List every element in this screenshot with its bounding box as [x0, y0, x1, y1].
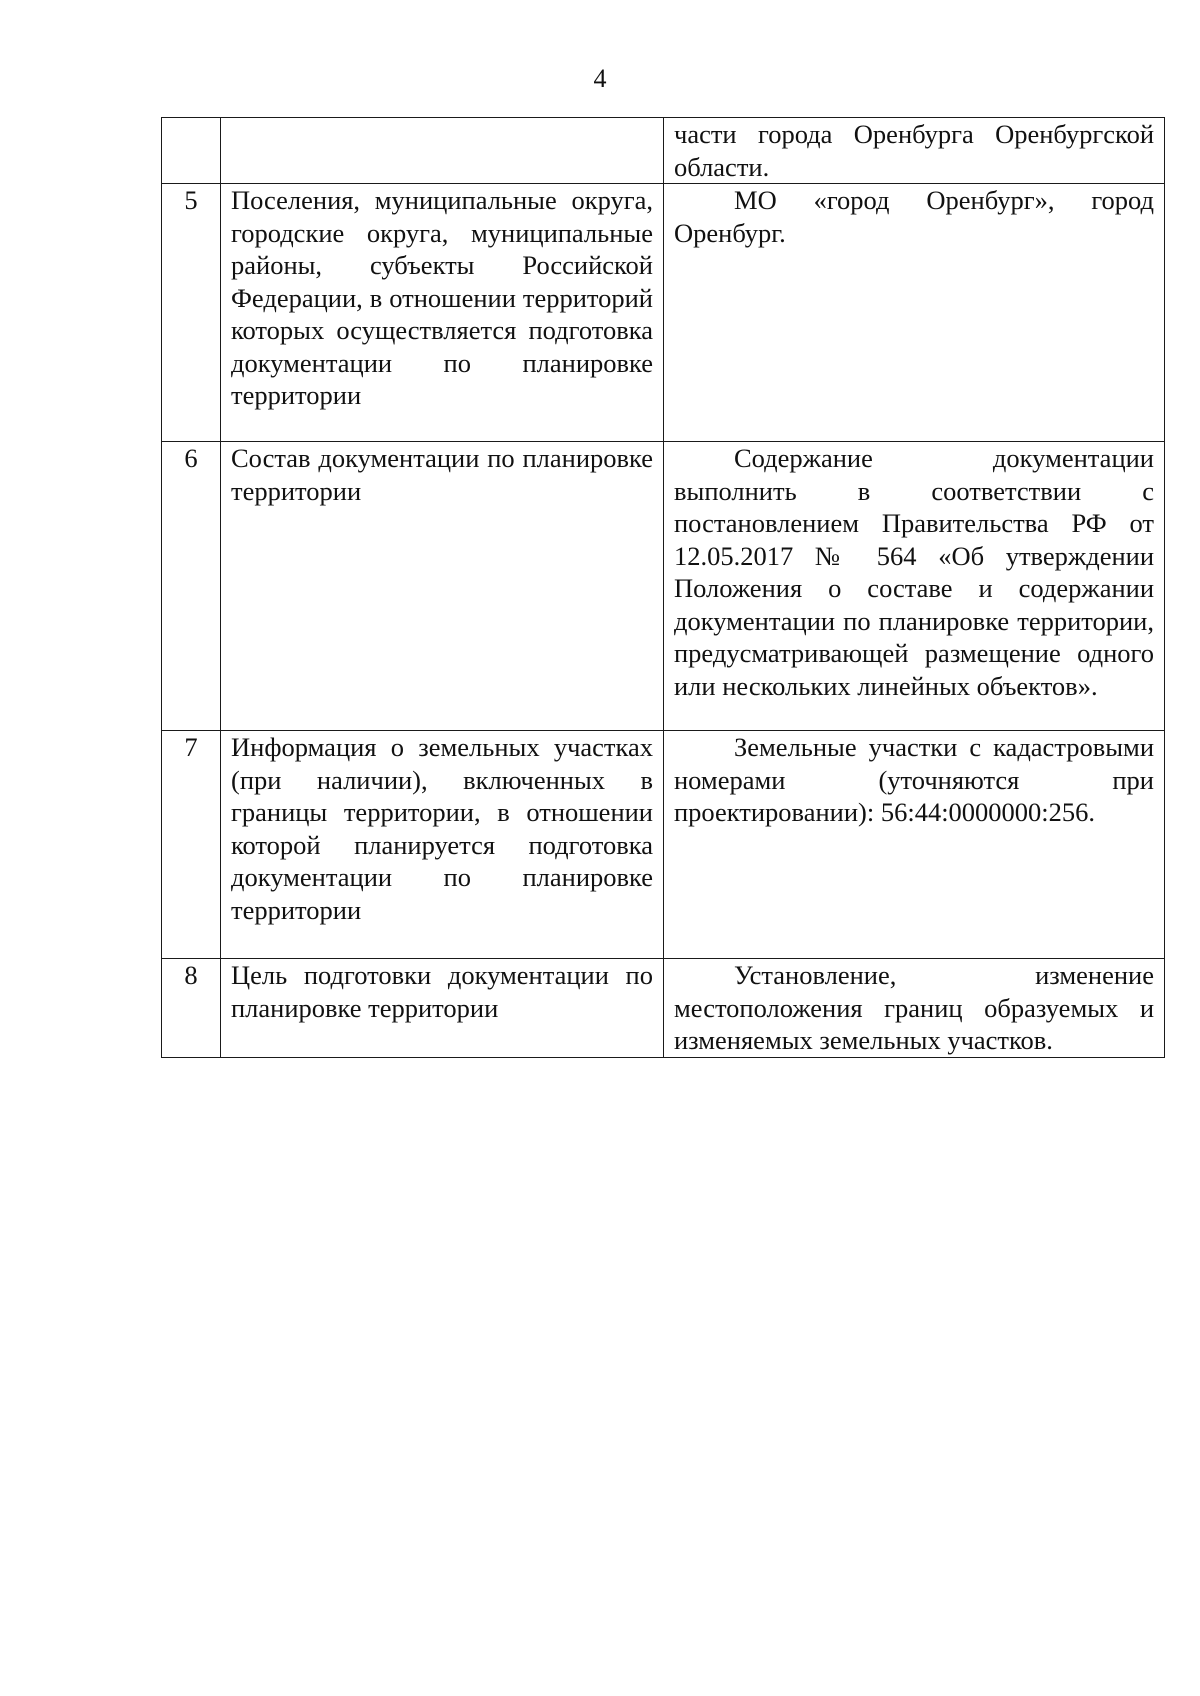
table-row	[162, 118, 1165, 184]
row-name: Информация о земельных участках (при наличии), включенных в границы территории, в отношении которой планируется подготовка документации по планировке территории	[221, 731, 664, 959]
row-name: Поселения, муниципальные округа, городские округа, муниципальные районы, субъекты Российской Федерации, в отношении территорий которых осуществляется подготовка документации по планировке территории	[221, 184, 664, 442]
row-value-text: Установление, изменение местоположения границ образуемых и изменяемых земельных участков.	[674, 960, 1154, 1055]
row-value	[664, 184, 1165, 442]
row-value	[664, 118, 1165, 184]
page-number: 4	[593, 64, 607, 93]
row-name	[221, 118, 664, 184]
row-value	[664, 959, 1165, 1058]
row-value	[664, 442, 1165, 731]
row-number: 7	[162, 731, 221, 959]
row-value	[664, 731, 1165, 959]
row-number: 8	[162, 959, 221, 1058]
row-value-text: части города Оренбурга Оренбургской области.	[674, 119, 1154, 182]
row-number	[162, 118, 221, 184]
row-number: 5	[162, 184, 221, 442]
table-row	[162, 184, 1165, 442]
document-table	[161, 117, 1165, 1058]
table-row	[162, 442, 1165, 731]
row-value-text: Земельные участки с кадастровыми номерами (уточняются при проектировании): 56:44:0000000:256.	[674, 732, 1154, 827]
table-row	[162, 959, 1165, 1058]
row-name: Состав документации по планировке территории	[221, 442, 664, 731]
row-number: 6	[162, 442, 221, 731]
row-value-text: Содержание документации выполнить в соответствии с постановлением Правительства РФ от 12.05.2017 № 564 «Об утверждении Положения о составе и содержании документации по планировке территории, предусматривающей размещение одного или нескольких линейных объектов».	[674, 443, 1154, 701]
table-row	[162, 731, 1165, 959]
row-value-text: МО «город Оренбург», город Оренбург.	[674, 185, 1154, 248]
row-name: Цель подготовки документации по планировке территории	[221, 959, 664, 1058]
